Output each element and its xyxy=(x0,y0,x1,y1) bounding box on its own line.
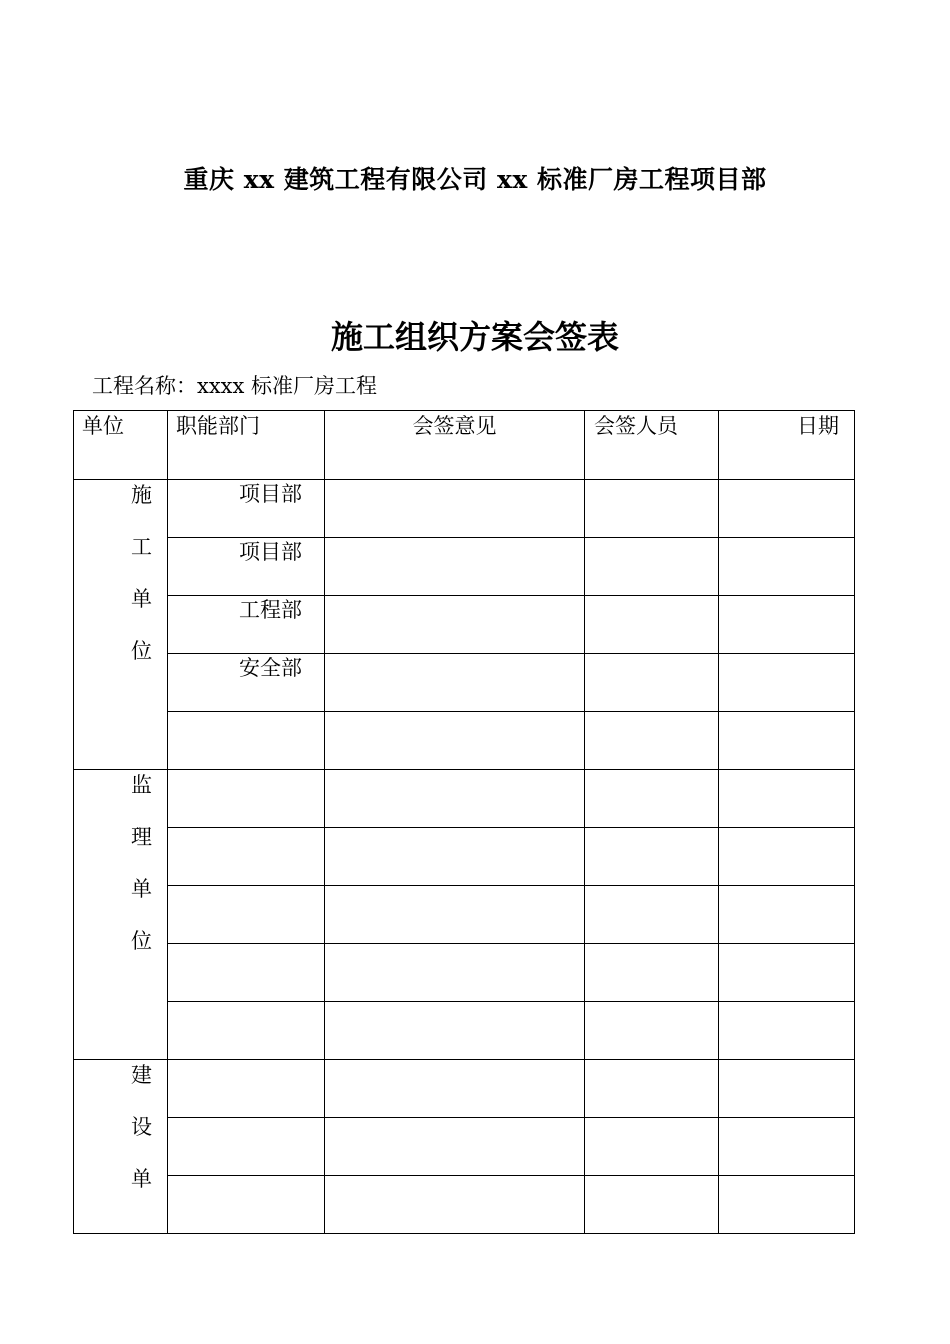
header-opinion-label: 会签意见 xyxy=(412,414,497,438)
opinion-cell[interactable] xyxy=(325,770,585,828)
dept-label xyxy=(168,1002,324,1006)
dept-cell xyxy=(168,654,325,712)
signer-cell[interactable] xyxy=(585,480,719,538)
date-cell[interactable] xyxy=(719,828,855,886)
dept-cell[interactable] xyxy=(168,712,325,770)
table-row xyxy=(74,712,855,770)
signer-cell[interactable] xyxy=(585,654,719,712)
header-cell-unit xyxy=(74,411,168,480)
dept-label: 项目部 xyxy=(239,540,302,564)
opinion-cell[interactable] xyxy=(325,538,585,596)
form-title: 施工组织方案会签表 xyxy=(330,318,619,356)
table-row xyxy=(74,654,855,712)
dept-cell xyxy=(168,596,325,654)
dept-cell[interactable] xyxy=(168,1060,325,1118)
opinion-cell[interactable] xyxy=(325,712,585,770)
dept-label: 项目部 xyxy=(239,482,302,506)
opinion-cell[interactable] xyxy=(325,886,585,944)
dept-cell xyxy=(168,480,325,538)
header-cell-signer xyxy=(585,411,719,480)
dept-cell xyxy=(168,538,325,596)
dept-cell[interactable] xyxy=(168,1002,325,1060)
date-cell[interactable] xyxy=(719,770,855,828)
signer-cell[interactable] xyxy=(585,886,719,944)
dept-cell[interactable] xyxy=(168,1176,325,1234)
dept-cell[interactable] xyxy=(168,770,325,828)
header-date-label: 日期 xyxy=(797,414,839,438)
header-cell-date xyxy=(719,411,855,480)
signer-cell[interactable] xyxy=(585,1002,719,1060)
unit-cell-owner xyxy=(74,1060,168,1234)
signer-cell[interactable] xyxy=(585,1060,719,1118)
signer-cell[interactable] xyxy=(585,1176,719,1234)
unit-label-construction xyxy=(131,480,167,691)
date-cell[interactable] xyxy=(719,596,855,654)
table-row xyxy=(74,886,855,944)
date-cell[interactable] xyxy=(719,886,855,944)
date-cell[interactable] xyxy=(719,654,855,712)
date-cell[interactable] xyxy=(719,944,855,1002)
table-row xyxy=(74,1118,855,1176)
dept-label xyxy=(168,886,324,890)
unit-label-owner xyxy=(131,1060,167,1219)
signoff-table-container xyxy=(73,410,855,1234)
table-row xyxy=(74,944,855,1002)
unit-char: 建 xyxy=(131,1063,152,1087)
unit-char: 施 xyxy=(131,483,152,507)
unit-char: 设 xyxy=(131,1115,152,1139)
table-row xyxy=(74,828,855,886)
header-cell-opinion xyxy=(325,411,585,480)
opinion-cell[interactable] xyxy=(325,1176,585,1234)
signer-cell[interactable] xyxy=(585,944,719,1002)
table-row xyxy=(74,596,855,654)
unit-char: 位 xyxy=(131,639,152,663)
table-header-row xyxy=(74,411,855,480)
table-row xyxy=(74,1002,855,1060)
date-cell[interactable] xyxy=(719,1060,855,1118)
project-name-label: 工程名称：xxxx 标准厂房工程 xyxy=(92,374,378,398)
opinion-cell[interactable] xyxy=(325,480,585,538)
dept-cell[interactable] xyxy=(168,1118,325,1176)
unit-char: 理 xyxy=(131,825,152,849)
opinion-cell[interactable] xyxy=(325,596,585,654)
opinion-cell[interactable] xyxy=(325,1002,585,1060)
signoff-table xyxy=(73,410,855,1234)
header-unit-label: 单位 xyxy=(82,414,124,438)
opinion-cell[interactable] xyxy=(325,1060,585,1118)
table-row xyxy=(74,770,855,828)
opinion-cell[interactable] xyxy=(325,828,585,886)
table-row xyxy=(74,480,855,538)
table-row xyxy=(74,1060,855,1118)
unit-char: 单 xyxy=(131,1167,152,1191)
table-row xyxy=(74,538,855,596)
date-cell[interactable] xyxy=(719,480,855,538)
signer-cell[interactable] xyxy=(585,828,719,886)
signer-cell[interactable] xyxy=(585,712,719,770)
opinion-cell[interactable] xyxy=(325,944,585,1002)
date-cell[interactable] xyxy=(719,538,855,596)
dept-label: 安全部 xyxy=(239,656,302,680)
date-cell[interactable] xyxy=(719,1002,855,1060)
date-cell[interactable] xyxy=(719,1176,855,1234)
dept-label xyxy=(168,828,324,832)
unit-label-supervision xyxy=(131,770,167,981)
dept-label xyxy=(168,1118,324,1122)
table-row xyxy=(74,1176,855,1234)
unit-char: 单 xyxy=(131,877,152,901)
unit-char: 位 xyxy=(131,929,152,953)
signer-cell[interactable] xyxy=(585,1118,719,1176)
unit-char: 监 xyxy=(131,773,152,797)
dept-cell[interactable] xyxy=(168,886,325,944)
dept-label xyxy=(168,1060,324,1064)
dept-label xyxy=(168,770,324,774)
dept-label xyxy=(168,944,324,948)
date-cell[interactable] xyxy=(719,1118,855,1176)
signer-cell[interactable] xyxy=(585,538,719,596)
unit-char: 单 xyxy=(131,587,152,611)
dept-label xyxy=(168,712,324,716)
opinion-cell[interactable] xyxy=(325,654,585,712)
dept-cell[interactable] xyxy=(168,944,325,1002)
opinion-cell[interactable] xyxy=(325,1118,585,1176)
dept-label xyxy=(168,1176,324,1180)
date-cell[interactable] xyxy=(719,712,855,770)
header-dept-label: 职能部门 xyxy=(176,414,260,438)
unit-char: 工 xyxy=(131,535,152,559)
signer-cell[interactable] xyxy=(585,770,719,828)
unit-cell-construction xyxy=(74,480,168,770)
dept-cell[interactable] xyxy=(168,828,325,886)
header-signer-label: 会签人员 xyxy=(594,414,678,438)
unit-cell-supervision xyxy=(74,770,168,1060)
dept-label: 工程部 xyxy=(239,598,302,622)
company-title: 重庆 xx 建筑工程有限公司 xx 标准厂房工程项目部 xyxy=(183,165,767,194)
header-cell-dept xyxy=(168,411,325,480)
signer-cell[interactable] xyxy=(585,596,719,654)
